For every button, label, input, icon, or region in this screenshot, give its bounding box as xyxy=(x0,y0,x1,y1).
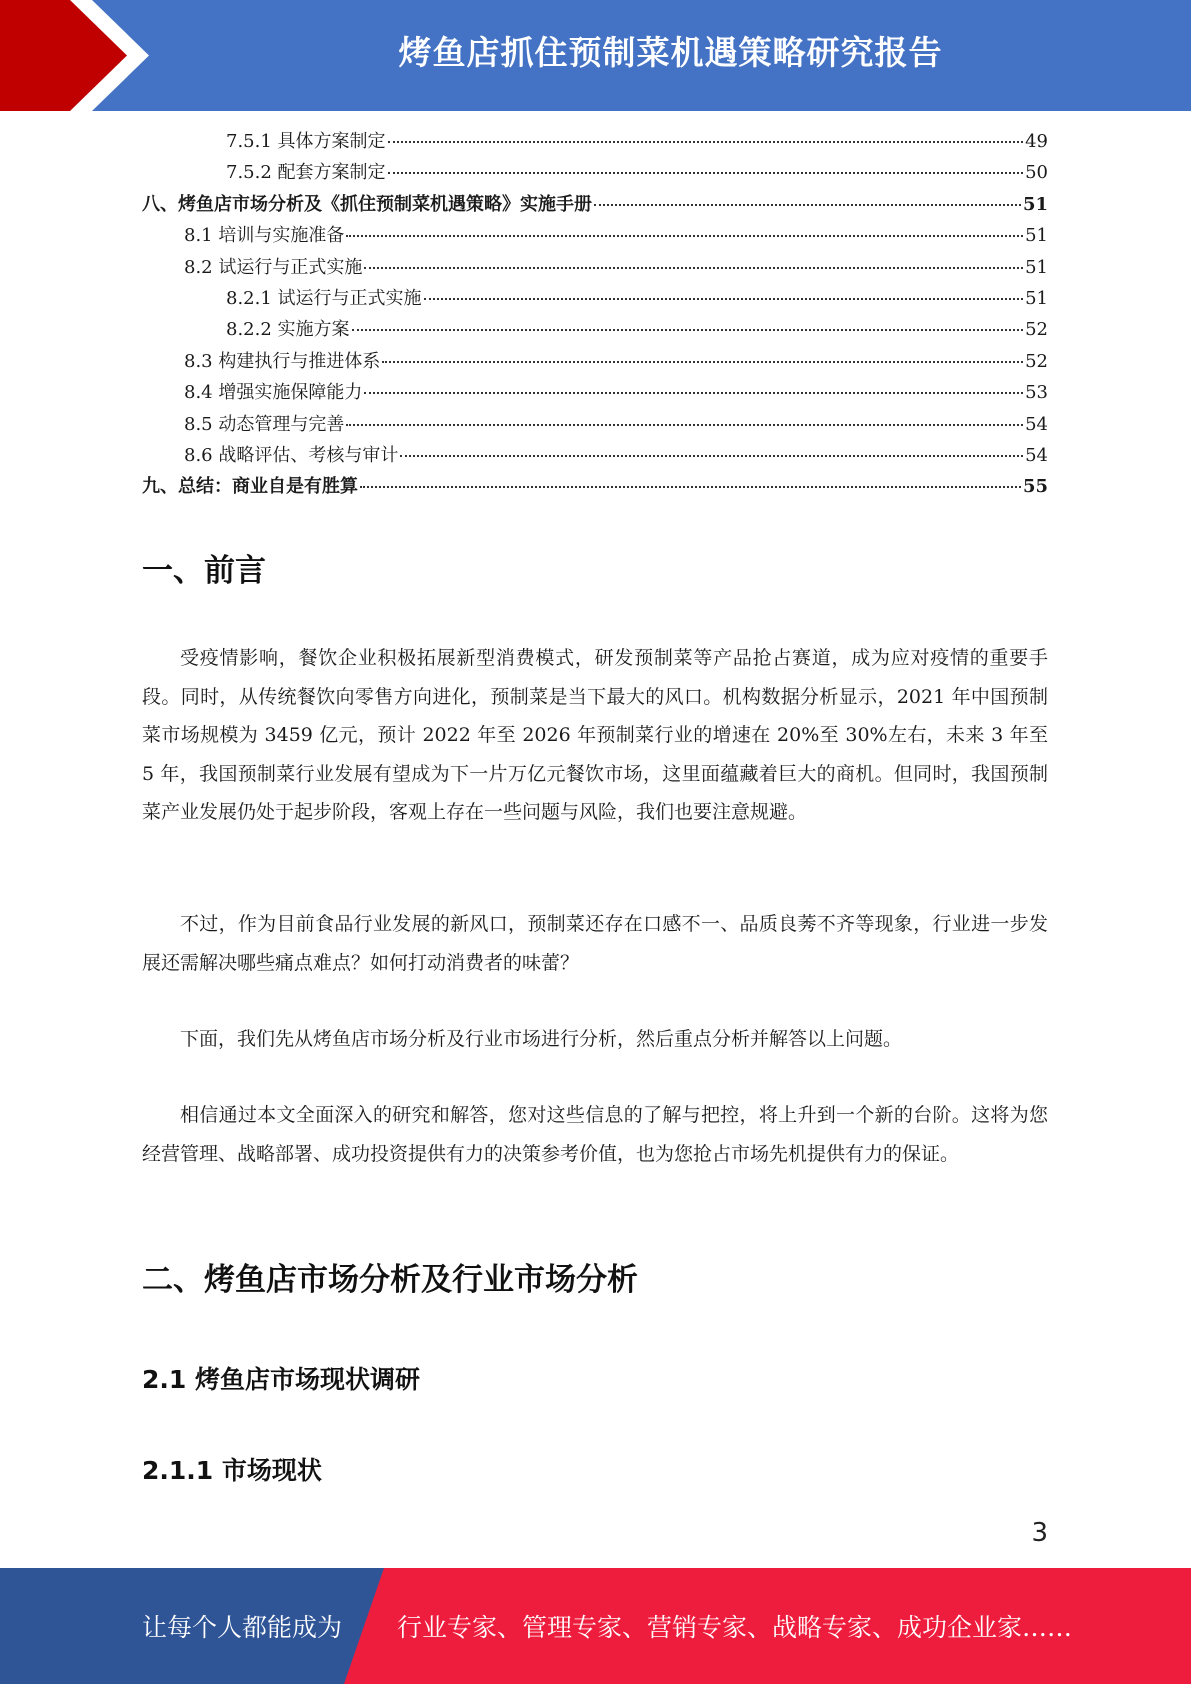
toc-leader-dots xyxy=(364,392,1023,394)
toc-entry-label: 8.3 构建执行与推进体系 xyxy=(184,350,381,372)
toc-leader-dots xyxy=(346,424,1023,426)
toc-entry-page: 50 xyxy=(1025,162,1048,184)
toc-entry[interactable] xyxy=(142,127,1048,158)
toc-leader-dots xyxy=(388,172,1024,174)
subsection-heading: 2.1.1 市场现状 xyxy=(142,1456,322,1485)
toc-leader-dots xyxy=(424,298,1024,300)
toc-entry-page: 51 xyxy=(1025,287,1048,309)
paragraph: 不过，作为目前食品行业发展的新风口，预制菜还存在口感不一、品质良莠不齐等现象，行业进一步发展还需解决哪些痛点难点？如何打动消费者的味蕾？ xyxy=(142,913,1048,974)
toc-entry[interactable] xyxy=(142,378,1048,409)
report-title: 烤鱼店抓住预制菜机遇策略研究报告 xyxy=(398,33,943,72)
toc-entry[interactable] xyxy=(142,472,1048,503)
toc-entry-label: 8.1 培训与实施准备 xyxy=(184,225,345,247)
footer-slogan-left: 让每个人都能成为 xyxy=(142,1613,343,1642)
toc-entry[interactable] xyxy=(142,410,1048,441)
paragraph: 受疫情影响，餐饮企业积极拓展新型消费模式，研发预制菜等产品抢占赛道，成为应对疫情的重要手段。同时，从传统餐饮向零售方向进化，预制菜是当下最大的风口。机构数据分析显示，2021 年中国预制菜市场规模为 3459 亿元，预计 2022 年至 2026 年预制菜行业的增速在 20%至 30%左右，未来 3 年至 5 年，我国预制菜行业发展有望成为下一片万亿元餐饮市场，这里面蕴藏着巨大的商机。但同时，我国预制菜产业发展仍处于起步阶段，客观上存在一些问题与风险，我们也要注意规避。 xyxy=(142,647,1048,823)
toc-entry-page: 49 xyxy=(1025,131,1048,152)
toc-leader-dots xyxy=(360,486,1021,488)
toc-entry-page: 55 xyxy=(1022,476,1048,498)
toc-entry[interactable] xyxy=(142,284,1048,315)
toc-entry-page: 54 xyxy=(1025,413,1048,435)
toc-entry-label: 8.6 战略评估、考核与审计 xyxy=(184,444,399,466)
page-number: 3 xyxy=(1031,1518,1048,1548)
toc-leader-dots xyxy=(388,141,1024,143)
toc-entry-page: 51 xyxy=(1025,256,1048,278)
toc-entry[interactable] xyxy=(142,253,1048,284)
toc-entry-label: 7.5.2 配套方案制定 xyxy=(226,162,386,184)
toc-entry-page: 53 xyxy=(1025,382,1048,404)
toc-leader-dots xyxy=(594,204,1021,206)
toc-entry-label: 7.5.1 具体方案制定 xyxy=(226,131,386,152)
toc-entry-page: 52 xyxy=(1025,319,1048,341)
toc-entry-page: 51 xyxy=(1025,225,1048,247)
toc-entry[interactable] xyxy=(142,315,1048,346)
toc-entry-label: 八、烤鱼店市场分析及《抓住预制菜机遇策略》实施手册 xyxy=(142,193,592,215)
page-footer xyxy=(0,1568,1191,1684)
toc-entry-page: 51 xyxy=(1022,193,1048,215)
toc-leader-dots xyxy=(382,361,1023,363)
toc-entry-page: 54 xyxy=(1025,444,1048,466)
toc-entry[interactable] xyxy=(142,221,1048,252)
subsection-heading: 2.1 烤鱼店市场现状调研 xyxy=(142,1365,420,1394)
table-of-contents xyxy=(142,127,1048,504)
toc-entry-label: 8.2 试运行与正式实施 xyxy=(184,256,363,278)
toc-entry[interactable] xyxy=(142,190,1048,221)
paragraph: 相信通过本文全面深入的研究和解答，您对这些信息的了解与把控，将上升到一个新的台阶。这将为您经营管理、战略部署、成功投资提供有力的决策参考价值，也为您抢占市场先机提供有力的保证。 xyxy=(142,1104,1048,1165)
toc-entry-page: 52 xyxy=(1025,350,1048,372)
page-header xyxy=(0,0,1191,111)
toc-entry-label: 8.5 动态管理与完善 xyxy=(184,413,345,435)
toc-entry-label: 九、总结：商业自是有胜算 xyxy=(142,476,358,498)
toc-entry[interactable] xyxy=(142,347,1048,378)
toc-entry[interactable] xyxy=(142,441,1048,472)
paragraph: 下面，我们先从烤鱼店市场分析及行业市场进行分析，然后重点分析并解答以上问题。 xyxy=(180,1028,903,1050)
toc-leader-dots xyxy=(346,235,1023,237)
toc-leader-dots xyxy=(364,267,1023,269)
section-heading-preface: 一、前言 xyxy=(142,553,266,589)
toc-entry[interactable] xyxy=(142,158,1048,189)
section-heading-market-analysis: 二、烤鱼店市场分析及行业市场分析 xyxy=(142,1262,638,1298)
header-arrow-decoration xyxy=(0,0,160,111)
toc-leader-dots xyxy=(352,329,1024,331)
toc-entry-label: 8.4 增强实施保障能力 xyxy=(184,382,363,404)
toc-entry-label: 8.2.1 试运行与正式实施 xyxy=(226,287,422,309)
footer-slogan-right: 行业专家、管理专家、营销专家、战略专家、成功企业家…… xyxy=(397,1613,1073,1642)
toc-leader-dots xyxy=(400,455,1023,457)
toc-entry-label: 8.2.2 实施方案 xyxy=(226,319,350,341)
